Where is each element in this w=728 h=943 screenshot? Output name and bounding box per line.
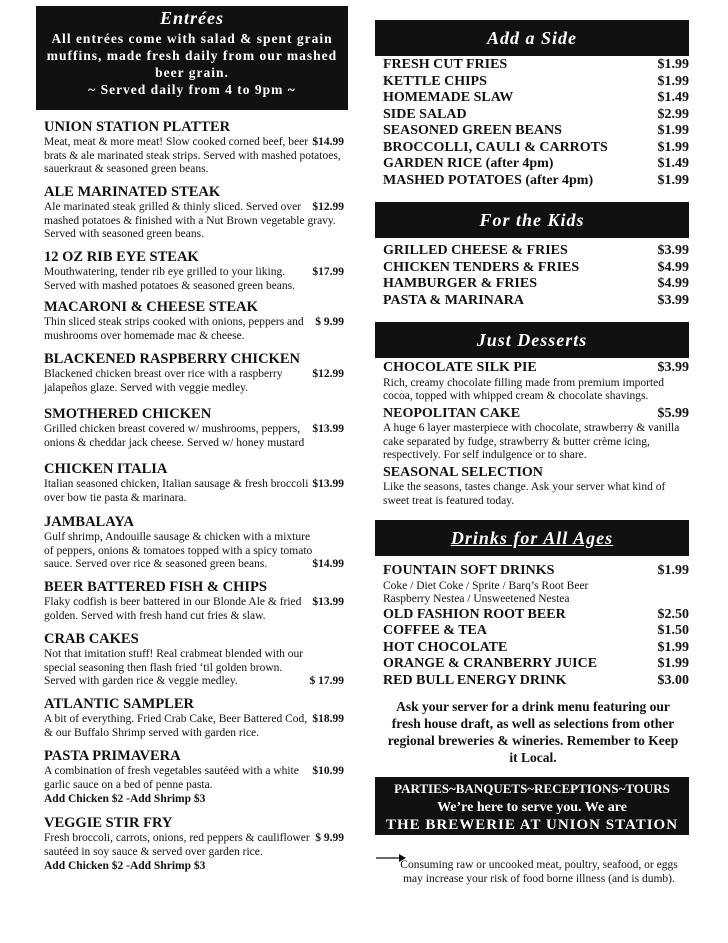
- list-item: FRESH CUT FRIES $1.99: [383, 57, 689, 72]
- menu-item: [44, 630, 344, 689]
- menu-item: [44, 350, 344, 395]
- drinks-header: Drinks for All Ages: [375, 520, 689, 556]
- list-item: GARDEN RICE (after 4pm) $1.49: [383, 156, 689, 171]
- item-price: $14.99: [312, 558, 344, 570]
- events-banner: [375, 777, 689, 835]
- list-item: HAMBURGER & FRIES $4.99: [383, 276, 689, 291]
- health-disclaimer: Consuming raw or uncooked meat, poultry, seafood, or eggs may increase your risk of food borne illness (and is dumb).: [400, 859, 678, 885]
- item-price: $10.99: [312, 765, 344, 777]
- sides-list: [383, 57, 689, 189]
- item-name: 12 OZ RIB EYE STEAK: [44, 249, 199, 265]
- list-item: HOMEMADE SLAW $1.49: [383, 90, 689, 105]
- item-addon: Add Chicken $2 -Add Shrimp $3: [44, 793, 206, 805]
- item-name: CHICKEN ITALIA: [44, 461, 168, 477]
- item-price: $18.99: [312, 713, 344, 725]
- item-desc: Like the seasons, tastes change. Ask your server what kind of sweet treat is featured today.: [383, 481, 666, 507]
- item-price: $17.99: [312, 266, 344, 278]
- list-item: HOT CHOCOLATE $1.99: [383, 639, 689, 655]
- item-name: SMOTHERED CHICKEN: [44, 406, 212, 422]
- list-item: SIDE SALAD $2.99: [383, 106, 689, 122]
- item-desc: $10.99 A combination of fresh vegetables sautéed with a white garlic sauce on a bed of penne pasta.: [44, 765, 344, 791]
- item-desc: $18.99 A bit of everything. Fried Crab Cake, Beer Battered Cod, & our Buffalo Shrimp served with garden rice.: [44, 713, 344, 739]
- item-name: UNION STATION PLATTER: [44, 119, 231, 135]
- menu-item: [44, 405, 344, 450]
- item-price: $12.99: [312, 201, 344, 213]
- item-name: PASTA PRIMAVERA: [44, 748, 181, 764]
- menu-item: [44, 814, 344, 873]
- list-item: FOUNTAIN SOFT DRINKS $1.99: [383, 563, 689, 578]
- list-item: OLD FASHION ROOT BEER $2.50: [383, 606, 689, 622]
- list-item: BROCCOLLI, CAULI & CARROTS $1.99: [383, 139, 689, 155]
- list-item: ORANGE & CRANBERRY JUICE $1.99: [383, 656, 689, 671]
- item-name: BLACKENED RASPBERRY CHICKEN: [44, 351, 300, 367]
- list-item: SEASONED GREEN BEANS $1.99: [383, 123, 689, 138]
- item-price: $13.99: [312, 596, 344, 608]
- item-desc: $ 17.99 Not that imitation stuff! Real crabmeat blended with our special seasoning then flash fried ‘til golden brown. Served with garden rice & veggie medley.: [44, 648, 344, 687]
- drink-menu-note: Ask your server for a drink menu featuring our fresh house draft, as well as selections from other regional breweries & wineries. Remember to Keep it Local.: [387, 699, 679, 765]
- menu-item: [44, 183, 344, 242]
- list-item: CHICKEN TENDERS & FRIES $4.99: [383, 259, 689, 275]
- item-desc: $ 9.99 Thin sliced steak strips cooked with onions, peppers and mushrooms over homemade mac & cheese.: [44, 316, 344, 342]
- list-item: PASTA & MARINARA $3.99: [383, 292, 689, 308]
- desserts-list: [383, 360, 689, 508]
- banner-line-3: THE BREWERIE AT UNION STATION: [385, 817, 679, 833]
- list-item: RED BULL ENERGY DRINK $3.00: [383, 672, 689, 688]
- item-name: JAMBALAYA: [44, 514, 134, 530]
- entrees-title: Entrées: [159, 8, 224, 28]
- kids-list: [383, 243, 689, 309]
- list-item: CHOCOLATE SILK PIE $3.99: [383, 360, 689, 375]
- item-desc: Coke / Diet Coke / Sprite / Barq’s Root Beer: [383, 579, 589, 592]
- item-desc: A huge 6 layer masterpiece with chocolate, strawberry & vanilla cake separated by fudge, strawberry & butter crème icing, respectively. For self indulgence or to share.: [383, 422, 680, 461]
- item-desc: Raspberry Nestea / Unsweetened Nestea: [383, 593, 570, 605]
- item-desc: $13.99 Italian seasoned chicken, Italian sausage & fresh broccoli over bow tie pasta & marinara.: [44, 478, 344, 504]
- item-price: $ 17.99: [309, 675, 344, 687]
- item-desc: $17.99 Mouthwatering, tender rib eye grilled to your liking. Served with mashed potatoes & seasoned green beans.: [44, 266, 344, 292]
- item-name: ATLANTIC SAMPLER: [44, 696, 194, 712]
- entrees-hours: ~ Served daily from 4 to 9pm ~: [88, 82, 296, 97]
- item-name: BEER BATTERED FISH & CHIPS: [44, 579, 267, 595]
- list-item: COFFEE & TEA $1.50: [383, 623, 689, 638]
- item-addon: Add Chicken $2 -Add Shrimp $3: [44, 860, 206, 872]
- item-price: $ 9.99: [315, 316, 344, 328]
- drinks-list: [383, 563, 689, 689]
- item-price: $12.99: [312, 368, 344, 380]
- menu-item: [44, 513, 344, 572]
- list-item: NEOPOLITAN CAKE $5.99: [383, 405, 689, 421]
- entrees-header: [36, 6, 348, 110]
- list-item: GRILLED CHEESE & FRIES $3.99: [383, 243, 689, 258]
- menu-item: [44, 460, 344, 505]
- list-item: SEASONAL SELECTION: [383, 464, 543, 480]
- menu-item: [44, 747, 344, 806]
- item-name: ALE MARINATED STEAK: [44, 184, 221, 200]
- sides-header: Add a Side: [375, 20, 689, 56]
- menu-item: [44, 578, 344, 623]
- banner-line-2: We’re here to serve you. We are: [437, 800, 627, 815]
- item-name: MACARONI & CHEESE STEAK: [44, 299, 258, 315]
- item-name: VEGGIE STIR FRY: [44, 815, 173, 831]
- item-desc: $12.99 Ale marinated steak grilled & thinly sliced. Served over mashed potatoes & finished with a Nut Brown vegetable gravy. Served with seasoned green beans.: [44, 201, 344, 240]
- kids-header: For the Kids: [375, 202, 689, 238]
- item-desc: $12.99 Blackened chicken breast over rice with a raspberry jalapeños glaze. Served with veggie medley.: [44, 368, 344, 394]
- menu-item: [44, 298, 344, 343]
- menu-item: [44, 118, 344, 177]
- menu-item: [44, 695, 344, 740]
- item-desc: Rich, creamy chocolate filling made from premium imported cocoa, topped with whipped cream & chocolate shavings.: [383, 376, 665, 402]
- item-price: $13.99: [312, 478, 344, 490]
- list-item: KETTLE CHIPS $1.99: [383, 73, 689, 89]
- item-price: $ 9.99: [315, 832, 344, 844]
- item-desc: $ 9.99 Fresh broccoli, carrots, onions, red peppers & cauliflower sautéed in soy sauce & served over garden rice.: [44, 832, 344, 858]
- item-name: CRAB CAKES: [44, 631, 139, 647]
- banner-line-1: PARTIES~BANQUETS~RECEPTIONS~TOURS: [394, 781, 670, 796]
- desserts-header: Just Desserts: [375, 322, 689, 358]
- list-item: MASHED POTATOES (after 4pm) $1.99: [383, 172, 689, 188]
- item-desc: $13.99 Flaky codfish is beer battered in our Blonde Ale & fried golden. Served with fresh hand cut fries & slaw.: [44, 596, 344, 622]
- entrees-note: All entrées come with salad & spent grain muffins, made fresh daily from our mashed beer grain.: [46, 31, 338, 80]
- item-desc: $14.99 Gulf shrimp, Andouille sausage & chicken with a mixture of peppers, onions & tomatoes topped with a spicy tomato sauce. Served over rice & seasoned green beans.: [44, 531, 344, 570]
- menu-item: [44, 248, 344, 293]
- item-desc: $14.99 Meat, meat & more meat! Slow cooked corned beef, beer brats & ale marinated steak strips. Served with mashed potatoes, sauerkraut & seasoned green beans.: [44, 136, 344, 175]
- item-desc: $13.99 Grilled chicken breast covered w/ mushrooms, peppers, onions & cheddar jack cheese. Served w/ honey mustard: [44, 423, 344, 449]
- item-price: $14.99: [312, 136, 344, 148]
- item-price: $13.99: [312, 423, 344, 435]
